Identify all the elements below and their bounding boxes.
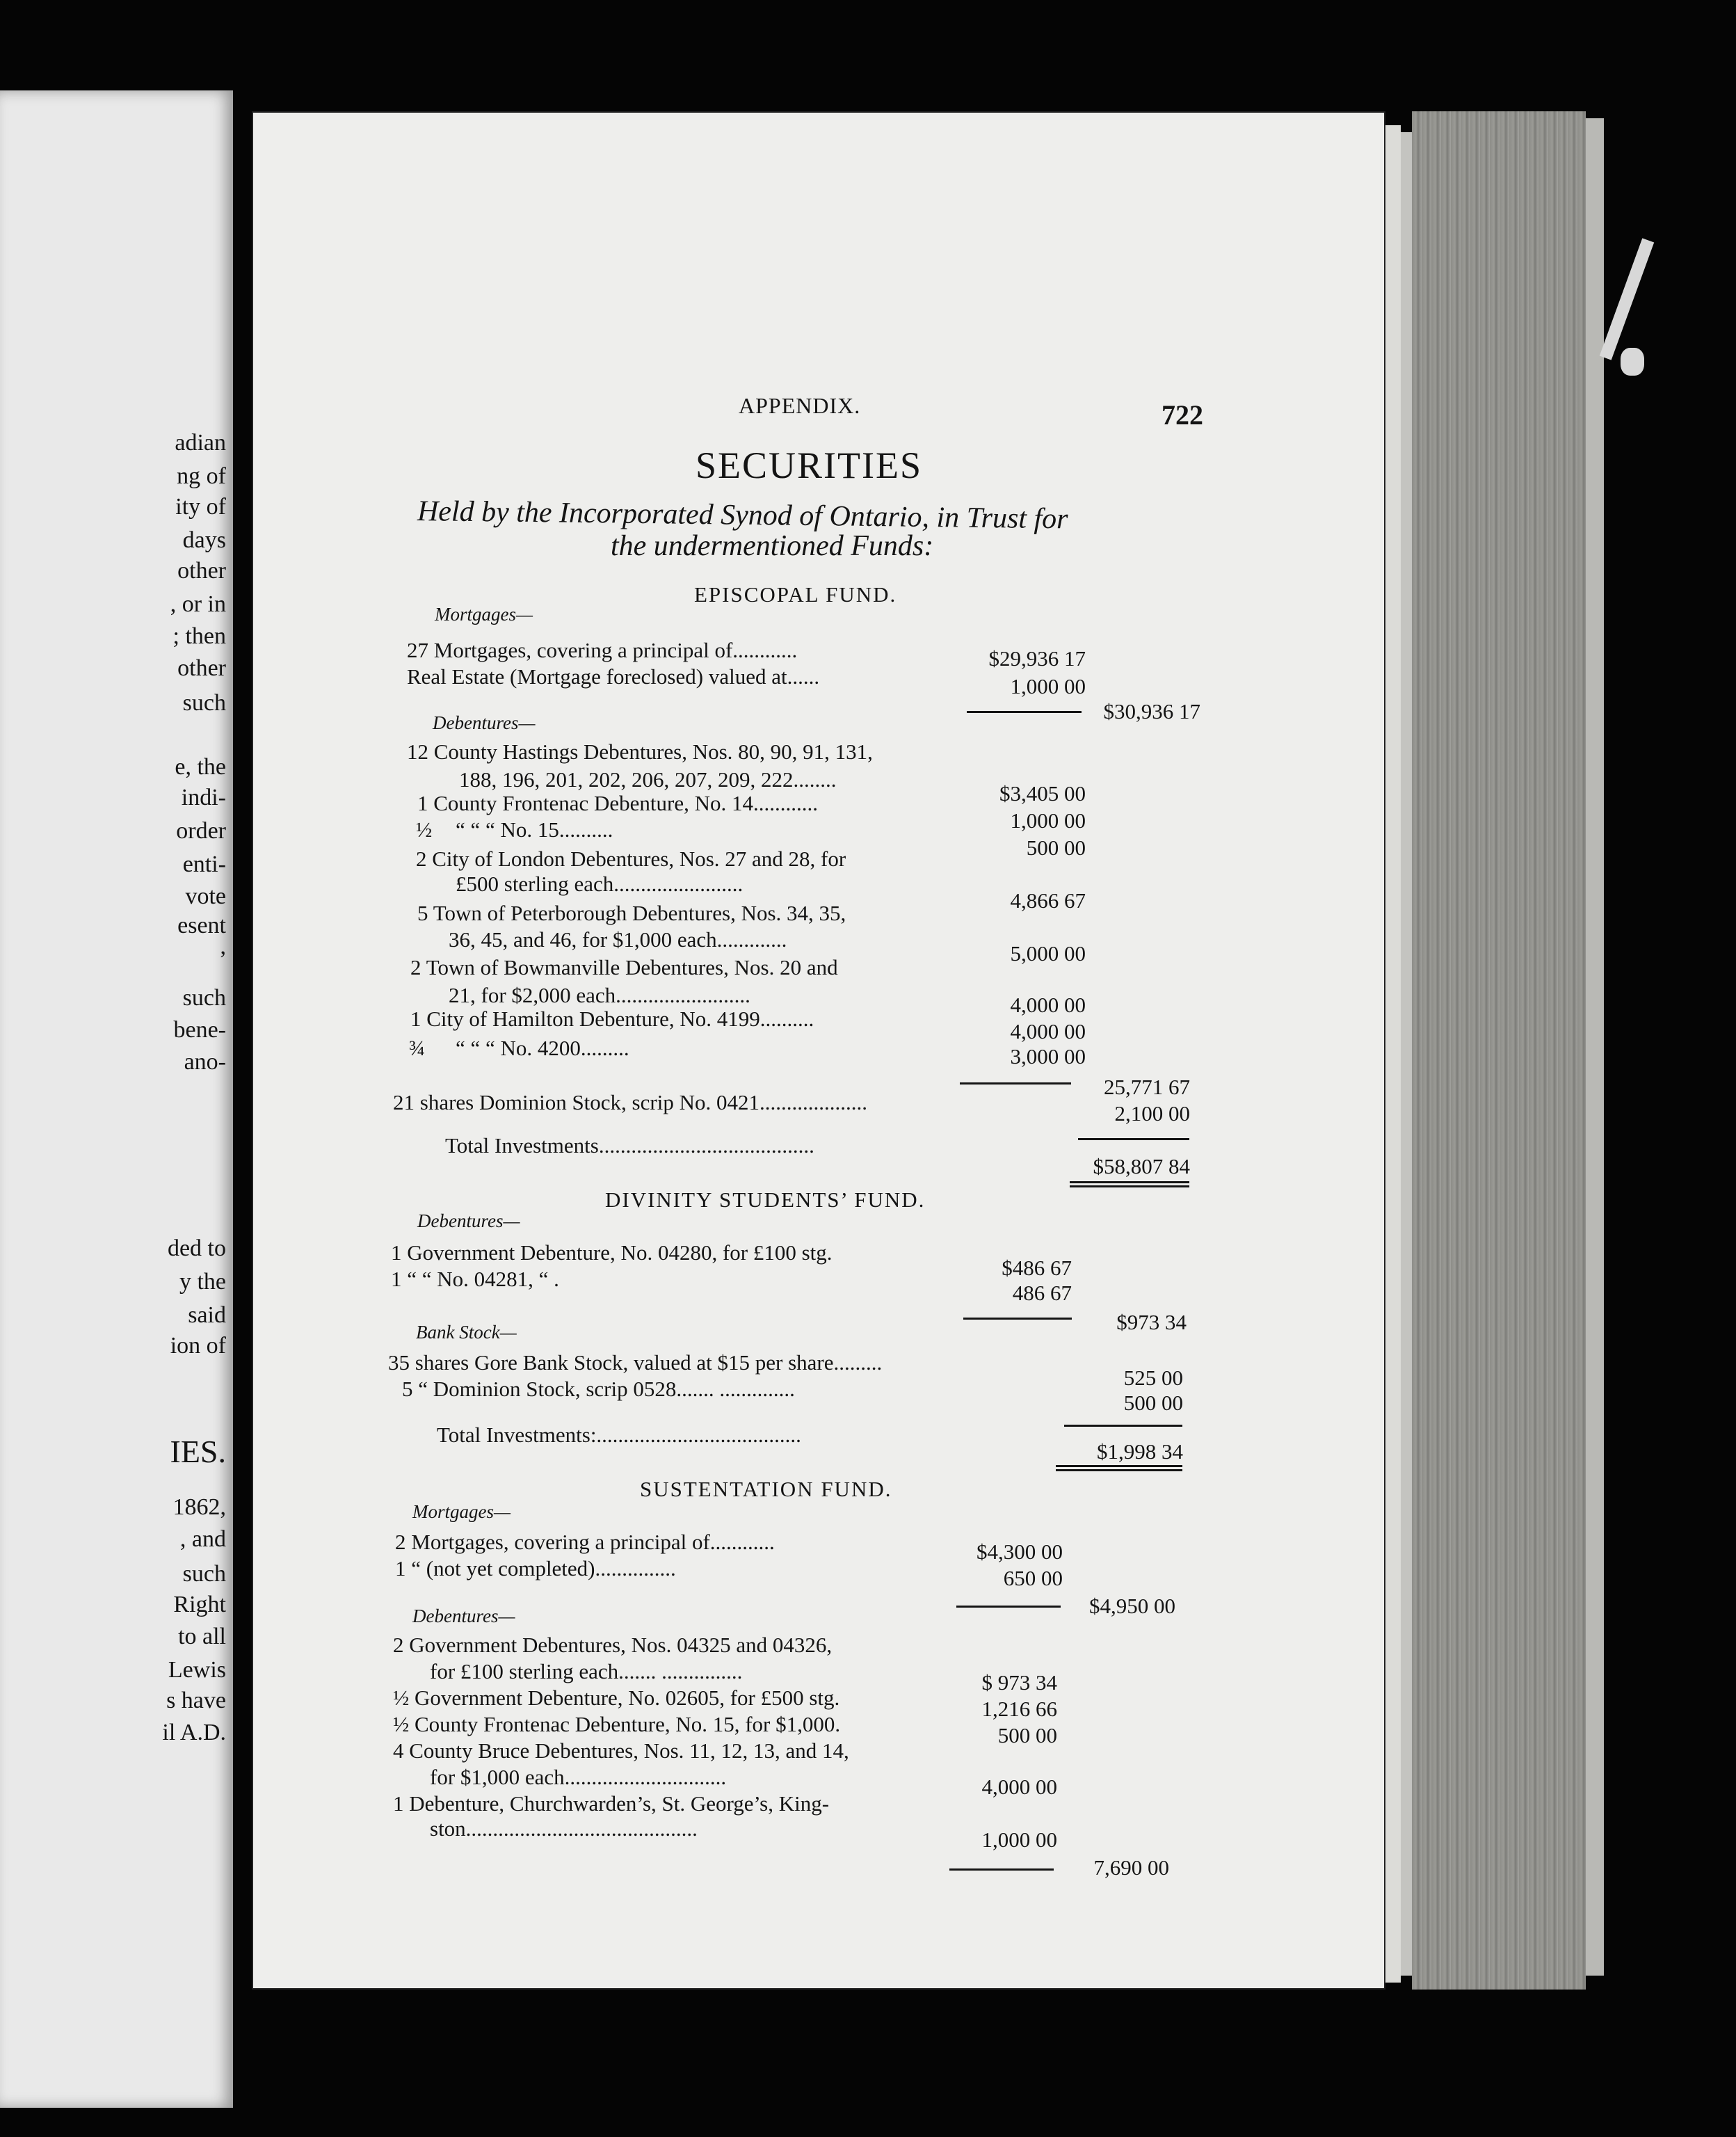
left-facing-page [0, 90, 233, 2108]
subtotal-rule [967, 711, 1082, 713]
entry-amount: 1,000 00 [1010, 674, 1086, 698]
subtotal-amount: 7,690 00 [1093, 1855, 1169, 1880]
entry-text: ½ Government Debenture, No. 02605, for £500 stg. [393, 1686, 840, 1710]
entry-text: 2 Government Debentures, Nos. 04325 and 04326, [393, 1633, 833, 1657]
left-page-fragment: esent [177, 913, 226, 938]
page-edge [1586, 118, 1604, 1976]
left-page-fragment: IES. [170, 1434, 226, 1469]
entry-amount: 3,000 00 [1010, 1044, 1086, 1068]
left-page-fragment: il A.D. [162, 1720, 226, 1745]
entry-amount: 650 00 [1003, 1566, 1063, 1590]
left-page-fragment: indi- [181, 785, 226, 810]
subtotal-amount: $4,950 00 [1089, 1594, 1175, 1618]
left-page-fragment: enti- [182, 851, 226, 877]
entry-amount: $ 973 34 [981, 1670, 1057, 1695]
entry-amount: 500 00 [1123, 1391, 1183, 1415]
entry-amount: $486 67 [1002, 1256, 1072, 1280]
entry-amount: $29,936 17 [988, 646, 1086, 671]
entry-text: 35 shares Gore Bank Stock, valued at $15 per share......... [388, 1350, 883, 1375]
entry-text: 2 Mortgages, covering a principal of............ [395, 1530, 775, 1554]
total-amount: $58,807 84 [1093, 1154, 1190, 1178]
total-double-rule [1056, 1465, 1182, 1471]
entry-amount: 1,000 00 [1010, 808, 1086, 833]
page-edge [1385, 125, 1401, 1983]
entry-amount: 486 67 [1012, 1281, 1072, 1305]
entry-text: for $1,000 each.............................. [430, 1765, 727, 1789]
page-edge [1401, 132, 1412, 1976]
category-label: Debentures— [412, 1606, 515, 1626]
left-page-fragment: such [182, 1561, 226, 1587]
left-page-fragment: order [176, 818, 226, 844]
entry-text: 5 “ Dominion Stock, scrip 0528....... .............. [402, 1377, 795, 1401]
left-page-fragment: y the [179, 1269, 226, 1295]
total-label: Total Investments:...................................... [437, 1423, 801, 1447]
subtotal-rule [949, 1868, 1054, 1871]
entry-amount: 5,000 00 [1010, 941, 1086, 966]
debris-mark [1600, 238, 1654, 360]
entry-text: ston........................................... [430, 1816, 698, 1841]
entry-text: ½ County Frontenac Debenture, No. 15, for $1,000. [393, 1712, 841, 1736]
fund-heading-sustentation: SUSTENTATION FUND. [640, 1477, 892, 1501]
left-page-fragment: ; then [172, 623, 226, 649]
left-page-fragment: ion of [170, 1333, 226, 1359]
left-page-fragment: , or in [170, 591, 226, 617]
subtotal-amount: 25,771 67 [1104, 1075, 1190, 1099]
left-page-fragment: 1862, [172, 1494, 226, 1520]
page-block-edge [1412, 111, 1586, 1990]
debris-mark [1621, 348, 1644, 376]
left-page-fragment: ng of [177, 463, 226, 489]
entry-amount: 4,000 00 [981, 1775, 1057, 1799]
entry-amount: 4,000 00 [1010, 993, 1086, 1017]
entry-text: 1 Government Debenture, No. 04280, for £100 stg. [391, 1240, 833, 1265]
entry-text: 1 County Frontenac Debenture, No. 14............ [417, 791, 818, 815]
entry-amount: 1,216 66 [981, 1697, 1057, 1721]
entry-text: for £100 sterling each....... ............... [430, 1659, 743, 1683]
left-page-fragment: bene- [173, 1017, 226, 1043]
entry-text: 21 shares Dominion Stock, scrip No. 0421.................... [393, 1090, 867, 1114]
page-number: 722 [1162, 399, 1203, 431]
left-page-fragment: other [177, 655, 226, 681]
subtitle-line-1: Held by the Incorporated Synod of Ontario, in Trust for [417, 495, 1068, 536]
left-page-fragment: such [182, 690, 226, 716]
total-double-rule [1070, 1181, 1189, 1187]
subtotal-amount: $30,936 17 [1103, 699, 1200, 723]
left-page-fragment: other [177, 558, 226, 584]
left-page-fragment: ded to [167, 1235, 226, 1261]
page-title: SECURITIES [696, 445, 923, 486]
left-page-fragment: s have [166, 1688, 226, 1713]
left-page-fragment: , [220, 934, 226, 959]
entry-text: 21, for $2,000 each......................... [449, 983, 750, 1007]
entry-qty: ½ [416, 817, 433, 842]
entry-amount: 4,866 67 [1010, 888, 1086, 913]
category-label: Bank Stock— [416, 1322, 517, 1343]
entry-text: 1 “ “ No. 04281, “ . [391, 1267, 559, 1291]
running-head: APPENDIX. [739, 393, 861, 418]
left-page-fragment: Right [173, 1592, 226, 1617]
entry-amount: 2,100 00 [1114, 1101, 1190, 1126]
left-page-fragment: vote [185, 883, 226, 909]
left-page-fragment: to all [178, 1624, 226, 1649]
left-page-fragment: said [188, 1302, 226, 1328]
left-page-fragment: Lewis [168, 1657, 226, 1683]
entry-text: “ “ “ No. 4200......... [456, 1036, 629, 1060]
category-label: Debentures— [433, 712, 536, 733]
entry-text: 2 City of London Debentures, Nos. 27 and 28, for [416, 847, 846, 871]
entry-text: 1 Debenture, Churchwarden’s, St. George’s, King- [393, 1791, 830, 1816]
entry-qty: ¾ [409, 1036, 426, 1060]
entry-text: 27 Mortgages, covering a principal of............ [407, 638, 798, 662]
total-rule [1078, 1138, 1189, 1140]
left-page-fragment: ano- [184, 1049, 226, 1075]
total-rule [1064, 1425, 1182, 1427]
entry-amount: 525 00 [1123, 1366, 1183, 1390]
entry-text: Real Estate (Mortgage foreclosed) valued at...... [407, 664, 820, 689]
fund-heading-episcopal: EPISCOPAL FUND. [694, 582, 897, 607]
entry-text: 1 City of Hamilton Debenture, No. 4199.......... [410, 1007, 814, 1031]
entry-text: 5 Town of Peterborough Debentures, Nos. 34, 35, [417, 901, 846, 925]
entry-amount: 500 00 [1026, 835, 1086, 860]
entry-text: 188, 196, 201, 202, 206, 207, 209, 222........ [459, 767, 837, 792]
fund-heading-divinity: DIVINITY STUDENTS’ FUND. [605, 1187, 926, 1212]
category-label: Mortgages— [435, 604, 533, 625]
left-page-fragment: days [182, 527, 226, 553]
left-page-fragment: , and [179, 1526, 226, 1552]
entry-amount: 500 00 [997, 1723, 1057, 1747]
subtotal-rule [963, 1318, 1072, 1320]
left-page-fragment: ity of [175, 494, 226, 520]
entry-amount: 1,000 00 [981, 1827, 1057, 1852]
entry-text: “ “ “ No. 15.......... [456, 817, 613, 842]
entry-text: 12 County Hastings Debentures, Nos. 80, 90, 91, 131, [407, 739, 873, 764]
entry-text: 4 County Bruce Debentures, Nos. 11, 12, 13, and 14, [393, 1738, 849, 1763]
subtotal-rule [956, 1606, 1061, 1608]
entry-amount: 4,000 00 [1010, 1019, 1086, 1043]
entry-text: 36, 45, and 46, for $1,000 each............. [449, 927, 787, 952]
entry-amount: $3,405 00 [999, 781, 1086, 806]
subtotal-rule [960, 1082, 1071, 1084]
category-label: Mortgages— [412, 1501, 511, 1522]
left-page-fragment: adian [175, 430, 226, 456]
left-page-fragment: e, the [175, 754, 226, 780]
left-page-fragment: such [182, 985, 226, 1011]
category-label: Debentures— [417, 1210, 520, 1231]
subtitle-line-2: the undermentioned Funds: [611, 530, 934, 562]
entry-text: 1 “ (not yet completed)............... [395, 1556, 676, 1580]
total-amount: $1,998 34 [1097, 1439, 1183, 1464]
subtotal-amount: $973 34 [1116, 1310, 1187, 1334]
total-label: Total Investments........................................ [445, 1133, 814, 1158]
entry-text: 2 Town of Bowmanville Debentures, Nos. 20 and [410, 955, 838, 979]
entry-text: £500 sterling each........................ [456, 872, 744, 896]
entry-amount: $4,300 00 [976, 1539, 1063, 1564]
